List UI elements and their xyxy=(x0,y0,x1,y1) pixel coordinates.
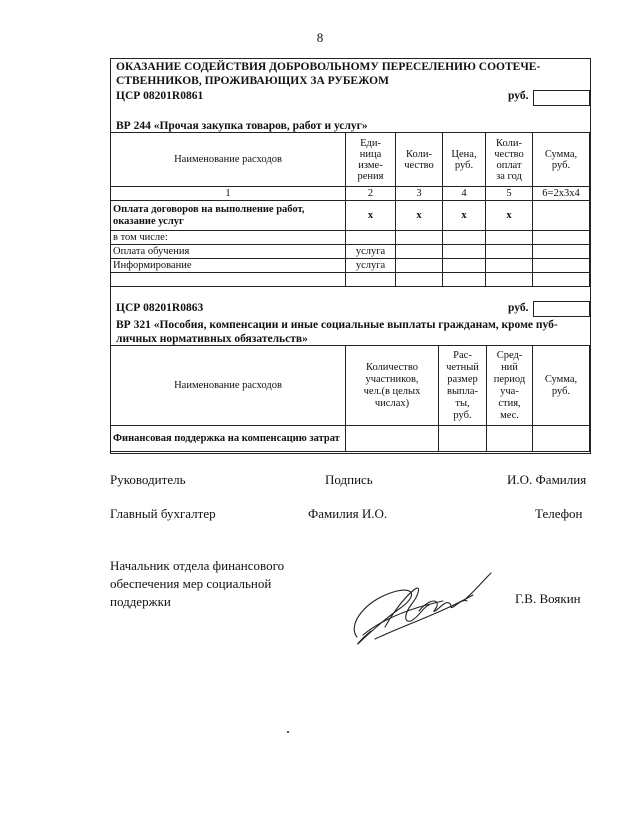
phone-label: Телефон xyxy=(535,506,583,521)
t2-header-name: Наименование расходов xyxy=(111,346,346,426)
expense-table-2 xyxy=(110,345,590,452)
table-row xyxy=(111,259,590,273)
csr-code-2: ЦСР 08201R0863 xyxy=(116,302,204,314)
name-label: И.О. Фамилия xyxy=(507,472,587,487)
t1-row-name: Оплата договоров на выполнение работ, оказание услуг xyxy=(111,201,346,231)
rub-label-1: руб. xyxy=(508,90,529,102)
t1-row-unit xyxy=(346,273,396,287)
t1-row-payments xyxy=(486,231,533,245)
section-title-line-2: СТВЕННИКОВ, ПРОЖИВАЮЩИХ ЗА РУБЕЖОМ xyxy=(116,75,389,87)
t1-row-price xyxy=(443,245,486,259)
page-number: 8 xyxy=(316,30,324,45)
t2-row-period xyxy=(487,426,533,452)
t1-row-payments: х xyxy=(486,201,533,231)
table-row xyxy=(111,201,590,231)
vr-321-line-2: личных нормативных обязательств» xyxy=(116,333,308,345)
expense-table-1 xyxy=(110,132,590,287)
t2-row-payment-size xyxy=(439,426,487,452)
t2-row-sum xyxy=(533,426,590,452)
t2-header-period: Сред- ний период уча- стия, мес. xyxy=(487,346,533,426)
vr-321-heading xyxy=(116,318,586,346)
rub-input-box-2 xyxy=(533,301,590,317)
table-row xyxy=(111,231,590,245)
t1-row-sum xyxy=(533,231,590,245)
t1-row-name: Информирование xyxy=(111,259,346,273)
chief-name: Г.В. Воякин xyxy=(515,591,581,606)
signature-label: Подпись xyxy=(325,472,373,487)
t1-header-price: Цена, руб. xyxy=(443,133,486,187)
t1-row-name: Оплата обучения xyxy=(111,245,346,259)
chief-title-line-1: Начальник отдела финансового xyxy=(110,558,285,573)
accountant-name: Фамилия И.О. xyxy=(308,506,388,521)
t1-row-name xyxy=(111,273,346,287)
handwritten-signature xyxy=(345,565,495,650)
t1-row-qty xyxy=(396,245,443,259)
t1-num-6: 6=2х3х4 xyxy=(533,187,590,201)
t1-row-price xyxy=(443,231,486,245)
rub-input-box-1 xyxy=(533,90,590,106)
csr-code-1: ЦСР 08201R0861 xyxy=(116,90,204,102)
t1-header-payments: Коли- чество оплат за год xyxy=(486,133,533,187)
t1-header-unit: Еди- ница изме- рения xyxy=(346,133,396,187)
table-row xyxy=(111,273,590,287)
t1-num-1: 1 xyxy=(111,187,346,201)
t2-row-name: Финансовая поддержка на компенсацию затрат xyxy=(111,426,346,452)
t1-row-price xyxy=(443,259,486,273)
table-row xyxy=(111,426,590,452)
t1-row-sum xyxy=(533,273,590,287)
t1-row-payments xyxy=(486,273,533,287)
head-label: Руководитель xyxy=(110,472,186,487)
t1-row-sum xyxy=(533,259,590,273)
chief-title-line-3: поддержки xyxy=(110,594,171,609)
t1-num-3: 3 xyxy=(396,187,443,201)
section-title xyxy=(116,60,576,88)
t1-row-qty xyxy=(396,273,443,287)
t2-row-participants xyxy=(346,426,439,452)
t1-row-unit: услуга xyxy=(346,259,396,273)
t1-num-5: 5 xyxy=(486,187,533,201)
section-title-line-1: ОКАЗАНИЕ СОДЕЙСТВИЯ ДОБРОВОЛЬНОМУ ПЕРЕСЕЛЕНИЮ СООТЕЧЕ- xyxy=(116,61,541,73)
t1-row-name: в том числе: xyxy=(111,231,346,245)
t1-row-sum xyxy=(533,201,590,231)
vr-244-heading: ВР 244 «Прочая закупка товаров, работ и услуг» xyxy=(116,120,368,132)
t1-num-2: 2 xyxy=(346,187,396,201)
t1-header-qty: Коли- чество xyxy=(396,133,443,187)
rub-label-2: руб. xyxy=(508,302,529,314)
t1-row-qty xyxy=(396,259,443,273)
t2-header-sum: Сумма, руб. xyxy=(533,346,590,426)
t1-row-unit: х xyxy=(346,201,396,231)
accountant-label: Главный бухгалтер xyxy=(110,506,216,521)
t1-row-payments xyxy=(486,259,533,273)
t1-header-name: Наименование расходов xyxy=(111,133,346,187)
t1-row-sum xyxy=(533,245,590,259)
t1-row-unit: услуга xyxy=(346,245,396,259)
t1-row-price xyxy=(443,273,486,287)
t2-header-participants: Количество участников, чел.(в целых числах) xyxy=(346,346,439,426)
t1-row-unit xyxy=(346,231,396,245)
t1-row-qty xyxy=(396,231,443,245)
table-row xyxy=(111,245,590,259)
t2-header-payment-size: Рас- четный размер выпла- ты, руб. xyxy=(439,346,487,426)
stray-mark xyxy=(287,731,289,733)
t1-row-payments xyxy=(486,245,533,259)
t1-row-price: х xyxy=(443,201,486,231)
chief-title xyxy=(110,557,284,611)
t1-row-qty: х xyxy=(396,201,443,231)
chief-title-line-2: обеспечения мер социальной xyxy=(110,576,272,591)
vr-321-line-1: ВР 321 «Пособия, компенсации и иные социальные выплаты гражданам, кроме пуб- xyxy=(116,319,558,331)
t1-header-sum: Сумма, руб. xyxy=(533,133,590,187)
t1-num-4: 4 xyxy=(443,187,486,201)
